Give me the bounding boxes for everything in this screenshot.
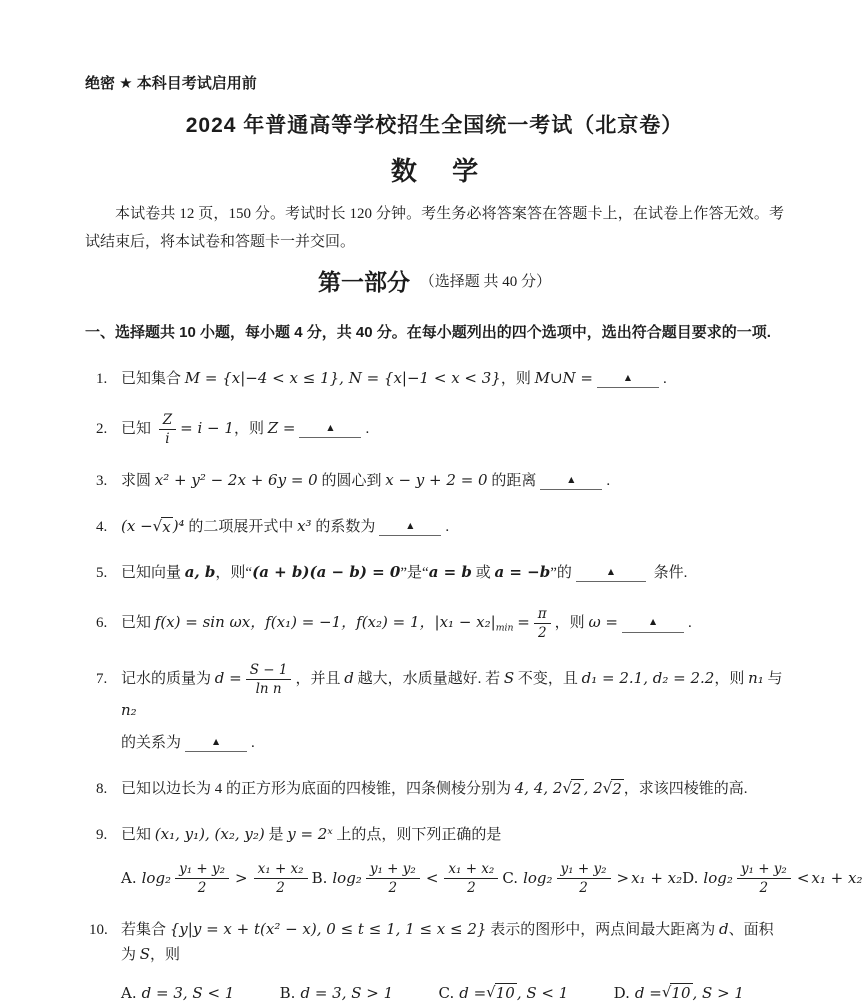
math-expression: d	[344, 669, 354, 687]
math-expression: (x₁, y₁), (x₂, y₂)	[155, 825, 265, 843]
radicand: 10	[495, 983, 517, 1003]
option-label: C.	[502, 866, 518, 890]
fraction-denominator: 2	[760, 879, 769, 896]
math-expression: x₁ + x₂	[631, 866, 682, 890]
triangle-marker: ▲	[405, 521, 415, 532]
option-d	[614, 981, 744, 1005]
question-text: .	[251, 735, 255, 751]
sqrt-radical	[486, 983, 517, 1003]
security-label: 绝密 ★ 本科目考试启用前	[85, 72, 784, 93]
fraction-numerator: x₁ + x₂	[254, 861, 308, 879]
question-text: .	[365, 421, 369, 437]
fraction-denominator: 2	[198, 879, 207, 896]
question-text: 求圆	[121, 473, 155, 489]
fraction-numerator: y₁ + y₂	[175, 861, 229, 879]
question-text: ，则“	[215, 565, 252, 581]
answer-blank	[597, 371, 659, 389]
math-expression: a = b	[429, 563, 472, 581]
math-expression: M = {x|−4 < x ≤ 1}, N = {x|−1 < x < 3}	[185, 369, 501, 387]
option-label: B.	[280, 981, 296, 1005]
math-expression: d₁ = 2.1, d₂ = 2.2	[582, 669, 715, 687]
option-label: C.	[439, 981, 455, 1005]
radical-sign: √	[603, 779, 613, 798]
question-number: 3.	[85, 469, 121, 493]
question-number: 5.	[85, 561, 121, 585]
exam-title: 2024 年普通高等学校招生全国统一考试（北京卷）	[85, 109, 784, 139]
question-text: ”是“	[400, 565, 428, 581]
math-expression: d =	[459, 981, 486, 1005]
question-text: 若集合	[121, 922, 170, 938]
section-heading	[85, 264, 784, 297]
fraction-numerator: y₁ + y₂	[366, 861, 420, 879]
fraction-denominator: 2	[538, 624, 547, 641]
fraction	[254, 861, 308, 896]
question-9	[85, 822, 784, 896]
option-d	[682, 861, 862, 896]
question-text: 上的点，则下列正确的是	[333, 827, 502, 843]
math-expression: S	[504, 669, 514, 687]
radicand: x	[161, 517, 172, 537]
math-expression: f(x) = sin ωx，f(x₁) = −1，f(x₂) = 1，|x₁ − x₂|	[155, 613, 496, 631]
option-b	[280, 981, 394, 1005]
option-c	[502, 861, 682, 896]
section-note: （选择题 共 40 分）	[420, 274, 551, 290]
question-text: ”的	[550, 565, 572, 581]
question-6	[85, 606, 784, 641]
math-expression: log₂	[332, 866, 361, 890]
triangle-marker: ▲	[606, 567, 616, 578]
radical-sign: √	[562, 779, 572, 798]
question-text: ，则	[714, 671, 748, 687]
question-text: 的距离	[488, 473, 537, 489]
answer-blank	[576, 565, 646, 583]
subject-title: 数 学	[85, 151, 784, 188]
comparator: <	[797, 866, 810, 890]
math-expression: d =	[215, 669, 242, 687]
option-label: D.	[682, 866, 698, 890]
part-one-intro: 一、选择题共 10 小题，每小题 4 分，共 40 分。在每小题列出的四个选项中，选出符合题目要求的一项.	[85, 321, 784, 342]
math-expression: x₁ + x₂	[811, 866, 862, 890]
question-10-options	[121, 981, 784, 1005]
question-text: 的二项展开式中	[185, 519, 298, 535]
math-expression: d = 3, S > 1	[300, 981, 393, 1005]
question-number: 6.	[85, 611, 121, 635]
question-text: ，则	[150, 947, 180, 963]
option-label: A.	[121, 866, 137, 890]
math-expression: n₂	[121, 701, 137, 719]
question-text: 条件.	[650, 565, 688, 581]
math-expression: x² + y² − 2x + 6y = 0	[155, 471, 318, 489]
sqrt-radical	[603, 779, 624, 799]
question-text: ，则	[501, 371, 535, 387]
question-number: 9.	[85, 823, 121, 847]
math-expression: )⁴	[173, 517, 185, 535]
answer-blank	[540, 473, 602, 491]
math-expression: S	[140, 945, 150, 963]
question-4	[85, 514, 784, 539]
fraction	[159, 412, 176, 447]
question-text: 记水的质量为	[121, 671, 215, 687]
question-text: 、面积为	[121, 922, 774, 963]
math-expression: log₂	[523, 866, 552, 890]
subscript-min: min	[496, 622, 514, 633]
exam-instructions: 本试卷共 12 页，150 分。考试时长 120 分钟。考生务必将答案答在答题卡上，在试卷上作答无效。考试结束后，将本试卷和答题卡一并交回。	[85, 201, 784, 257]
question-7-line2	[121, 731, 784, 755]
sqrt-radical	[562, 779, 583, 799]
fraction-numerator: y₁ + y₂	[557, 861, 611, 879]
question-3	[85, 468, 784, 493]
question-text: 或	[472, 565, 495, 581]
question-text: 是	[265, 827, 288, 843]
radical-sign: √	[486, 983, 496, 1002]
question-text: 已知以边长为 4 的正方形为底面的四棱锥，四条侧棱分别为	[121, 781, 515, 797]
radical-sign: √	[662, 983, 672, 1002]
math-expression: = i − 1	[180, 419, 234, 437]
question-list	[85, 366, 784, 1005]
fraction-denominator: 2	[579, 879, 588, 896]
math-expression: ω =	[588, 613, 618, 631]
comparator: >	[617, 866, 630, 890]
option-c	[439, 981, 569, 1005]
answer-blank	[299, 421, 361, 439]
fraction-denominator: 2	[276, 879, 285, 896]
question-text: ，则	[234, 421, 268, 437]
question-text: 越大，水质量越好. 若	[354, 671, 504, 687]
math-expression: a = −b	[494, 563, 550, 581]
option-b	[312, 861, 503, 896]
math-expression: d	[719, 920, 729, 938]
question-number: 1.	[85, 367, 121, 391]
radical-sign: √	[153, 517, 163, 536]
question-text: ，求该四棱锥的高.	[624, 781, 748, 797]
sqrt-radical	[153, 517, 173, 537]
math-expression: Z =	[268, 419, 296, 437]
math-expression: , 2	[584, 779, 603, 797]
fraction	[534, 606, 551, 641]
question-text: 与	[764, 671, 783, 687]
math-expression: M∪N =	[535, 369, 593, 387]
question-7	[85, 662, 784, 754]
question-text: 的圆心到	[318, 473, 386, 489]
fraction-denominator: i	[165, 430, 169, 447]
option-label: B.	[312, 866, 328, 890]
question-number: 10.	[85, 918, 121, 942]
fraction-denominator: ln n	[256, 680, 282, 697]
radicand: 10	[670, 983, 692, 1003]
question-text: .	[606, 473, 610, 489]
radicand: 2	[611, 779, 624, 799]
fraction	[246, 662, 292, 697]
math-expression: d = 3, S < 1	[142, 981, 235, 1005]
question-text: 表示的图形中，两点间最大距离为	[486, 922, 719, 938]
fraction-numerator: Z	[159, 412, 176, 430]
fraction	[444, 861, 498, 896]
option-label: D.	[614, 981, 630, 1005]
option-a	[121, 861, 312, 896]
math-expression: x³	[297, 517, 311, 535]
math-expression: =	[517, 613, 530, 631]
question-text: 已知	[121, 615, 155, 631]
comparator: <	[426, 866, 439, 890]
question-5	[85, 560, 784, 585]
math-expression: (a + b)(a − b) = 0	[252, 563, 400, 581]
fraction-numerator: y₁ + y₂	[737, 861, 791, 879]
math-expression: log₂	[142, 866, 171, 890]
math-expression: log₂	[703, 866, 732, 890]
math-expression: , S > 1	[693, 981, 744, 1005]
question-text: ，并且	[295, 671, 344, 687]
fraction	[175, 861, 229, 896]
fraction	[366, 861, 420, 896]
answer-blank	[622, 615, 684, 633]
answer-blank	[185, 735, 247, 753]
fraction	[737, 861, 791, 896]
sqrt-radical	[662, 983, 693, 1003]
fraction-numerator: S − 1	[246, 662, 292, 680]
question-text: 已知向量	[121, 565, 185, 581]
triangle-marker: ▲	[648, 617, 658, 628]
question-number: 7.	[85, 667, 121, 691]
question-text: .	[445, 519, 449, 535]
math-expression: d =	[635, 981, 662, 1005]
triangle-marker: ▲	[566, 475, 576, 486]
math-expression: x − y + 2 = 0	[385, 471, 487, 489]
question-number: 8.	[85, 777, 121, 801]
question-10	[85, 917, 784, 1005]
math-expression: 4, 4, 2	[515, 779, 563, 797]
question-number: 4.	[85, 515, 121, 539]
triangle-marker: ▲	[623, 373, 633, 384]
math-expression: {y|y = x + t(x² − x), 0 ≤ t ≤ 1, 1 ≤ x ≤ 2}	[170, 920, 487, 938]
question-text: 不变，且	[514, 671, 582, 687]
option-label: A.	[121, 981, 137, 1005]
question-text: ，则	[555, 615, 589, 631]
math-expression: , S < 1	[517, 981, 568, 1005]
fraction-numerator: π	[534, 606, 551, 624]
question-text: 的系数为	[312, 519, 376, 535]
math-expression: a, b	[185, 563, 216, 581]
question-1	[85, 366, 784, 391]
fraction-denominator: 2	[389, 879, 398, 896]
section-title: 第一部分	[318, 269, 410, 295]
question-text: 已知	[121, 421, 155, 437]
question-8	[85, 776, 784, 801]
question-text: 已知集合	[121, 371, 185, 387]
fraction-denominator: 2	[467, 879, 476, 896]
question-text: 的关系为	[121, 735, 181, 751]
question-2	[85, 412, 784, 447]
comparator: >	[235, 866, 248, 890]
math-expression: y = 2ˣ	[287, 825, 332, 843]
fraction-numerator: x₁ + x₂	[444, 861, 498, 879]
triangle-marker: ▲	[211, 737, 221, 748]
answer-blank	[379, 519, 441, 537]
math-expression: (x −	[121, 517, 153, 535]
question-text: .	[663, 371, 667, 387]
question-text: .	[688, 615, 692, 631]
math-expression: n₁	[748, 669, 764, 687]
triangle-marker: ▲	[325, 423, 335, 434]
radicand: 2	[571, 779, 584, 799]
fraction	[557, 861, 611, 896]
question-text: 已知	[121, 827, 155, 843]
question-9-options	[121, 861, 784, 896]
option-a	[121, 981, 234, 1005]
question-number: 2.	[85, 417, 121, 441]
